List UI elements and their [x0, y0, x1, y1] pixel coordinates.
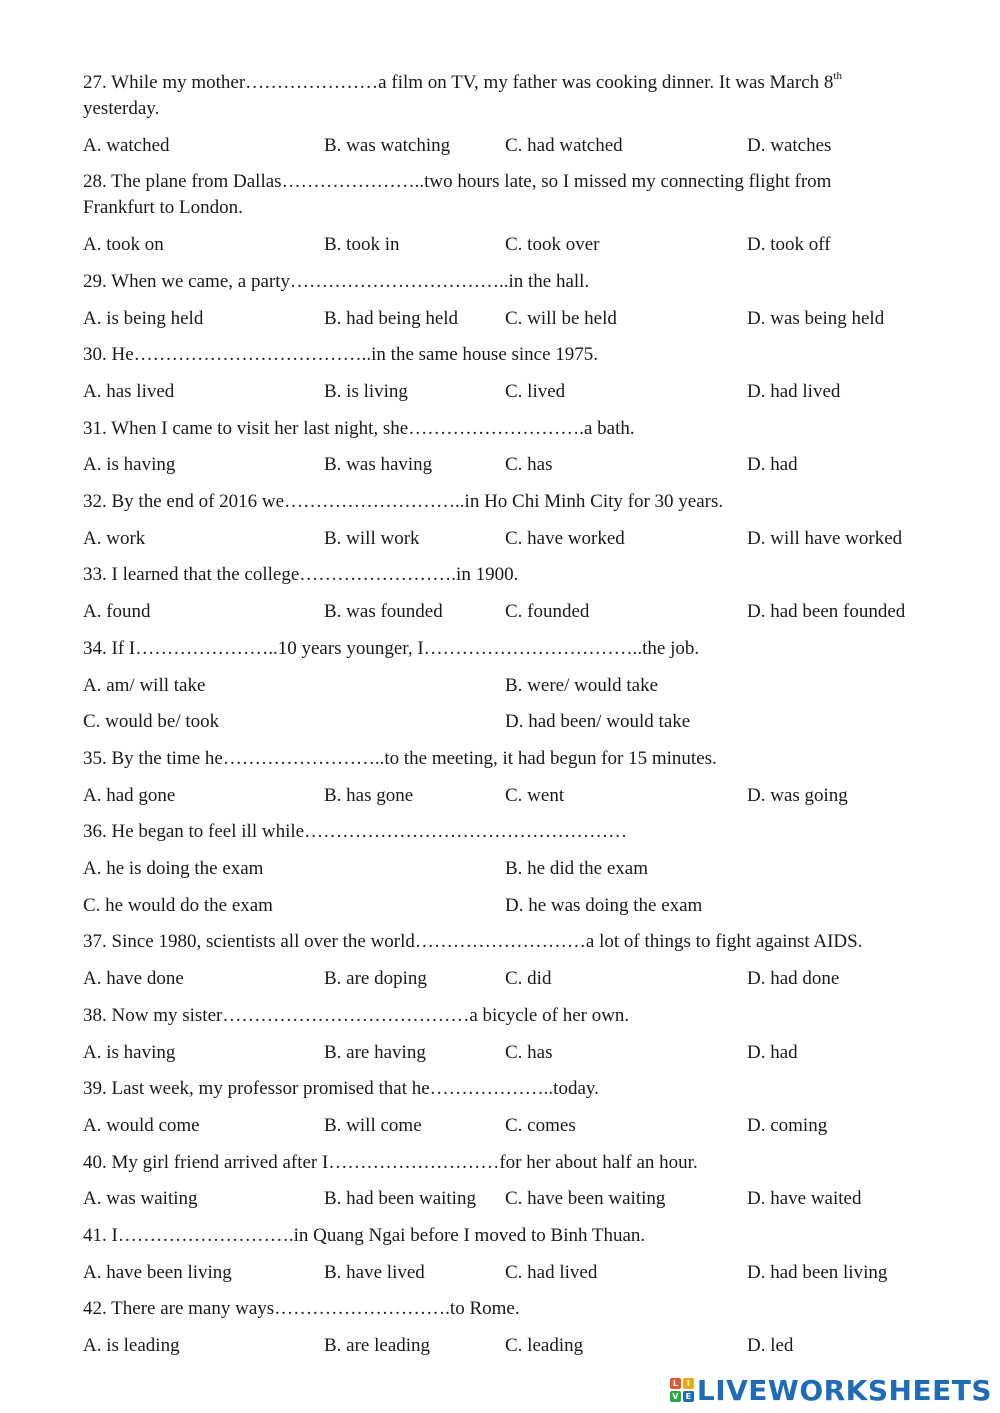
- option-b[interactable]: B. is living: [324, 380, 408, 402]
- question-text: 34. If I…………………..10 years younger, I……………………………..the job.: [83, 637, 700, 659]
- question-text: 41. I……………………….in Quang Ngai before I moved to Binh Thuan.: [83, 1225, 646, 1246]
- question-stem: [83, 638, 699, 660]
- question-text: 39. Last week, my professor promised that he………………..today.: [83, 1078, 599, 1100]
- option-b[interactable]: B. are having: [324, 1041, 426, 1063]
- option-a[interactable]: A. took on: [83, 234, 164, 256]
- question-stem: [83, 1078, 599, 1100]
- option-c[interactable]: C. has: [505, 454, 553, 476]
- option-d[interactable]: D. have waited: [747, 1188, 862, 1210]
- option-d[interactable]: D. had been/ would take: [505, 711, 691, 733]
- badge-letter: I: [683, 1378, 694, 1389]
- option-a[interactable]: A. am/ will take: [83, 674, 206, 696]
- question-text: 29. When we came, a party……………………………..in the hall.: [83, 270, 590, 292]
- option-d[interactable]: D. was going: [747, 784, 848, 806]
- question-text: 36. He began to feel ill while……………………………………………: [83, 821, 628, 843]
- question-text: 28. The plane from Dallas…………………..two hours late, so I missed my connecting flight from: [83, 171, 832, 193]
- option-a[interactable]: A. is having: [83, 1041, 176, 1063]
- option-b[interactable]: B. was having: [324, 454, 433, 476]
- option-a[interactable]: A. have done: [83, 968, 184, 990]
- question-stem: [83, 491, 723, 513]
- option-b[interactable]: B. took in: [324, 234, 400, 256]
- question-text-continued: Frankfurt to London.: [83, 197, 243, 219]
- option-b[interactable]: B. have lived: [324, 1261, 425, 1283]
- option-d[interactable]: D. led: [747, 1335, 794, 1357]
- question-text: 42. There are many ways……………………….to Rome.: [83, 1298, 520, 1320]
- option-c[interactable]: C. did: [505, 968, 552, 990]
- option-a[interactable]: A. work: [83, 527, 146, 549]
- option-d[interactable]: D. had been living: [747, 1261, 888, 1283]
- option-c[interactable]: C. went: [505, 784, 565, 806]
- option-d[interactable]: D. had been founded: [747, 601, 906, 623]
- question-stem: [83, 344, 598, 366]
- question-text: 27. While my mother…………………a film on TV, my father was cooking dinner. It was March 8: [83, 72, 834, 93]
- question-text: 31. When I came to visit her last night, she……………………….a bath.: [83, 417, 635, 439]
- question-text: 38. Now my sister…………………………………a bicycle of her own.: [83, 1004, 630, 1026]
- option-c[interactable]: C. founded: [505, 601, 590, 623]
- question-stem: [83, 1225, 645, 1247]
- option-d[interactable]: D. coming: [747, 1114, 828, 1136]
- option-b[interactable]: B. was founded: [324, 601, 443, 623]
- question-stem: [83, 1152, 698, 1174]
- option-a[interactable]: A. is being held: [83, 307, 204, 329]
- option-a[interactable]: A. has lived: [83, 380, 175, 402]
- option-d[interactable]: D. had lived: [747, 380, 841, 402]
- option-d[interactable]: D. had done: [747, 968, 840, 990]
- option-d[interactable]: D. was being held: [747, 307, 885, 329]
- option-a[interactable]: A. have been living: [83, 1261, 232, 1283]
- option-a[interactable]: A. was waiting: [83, 1188, 198, 1210]
- option-b[interactable]: B. will come: [324, 1114, 422, 1136]
- badge-letter: V: [670, 1391, 681, 1402]
- option-b[interactable]: B. he did the exam: [505, 858, 648, 879]
- question-stem: [83, 748, 717, 770]
- option-a[interactable]: A. watched: [83, 134, 170, 156]
- question-stem: [83, 1298, 520, 1320]
- option-c[interactable]: C. has: [505, 1041, 553, 1063]
- badge-letter: E: [683, 1391, 694, 1402]
- badge-letter: L: [670, 1378, 681, 1389]
- option-c[interactable]: C. have been waiting: [505, 1188, 666, 1210]
- question-text: 32. By the end of 2016 we………………………..in Ho Chi Minh City for 30 years.: [83, 491, 724, 512]
- option-a[interactable]: A. is having: [83, 454, 176, 476]
- question-stem: [83, 1005, 629, 1027]
- option-c[interactable]: C. would be/ took: [83, 711, 220, 733]
- superscript: th: [833, 70, 842, 82]
- question-text: 40. My girl friend arrived after I………………………for her about half an hour.: [83, 1151, 698, 1173]
- question-text: 30. He………………………………..in the same house since 1975.: [83, 344, 599, 366]
- question-stem: [83, 564, 518, 586]
- question-text: 37. Since 1980, scientists all over the world………………………a lot of things to fight against AIDS.: [83, 931, 863, 953]
- live-badge-icon: [670, 1378, 694, 1402]
- option-a[interactable]: A. would come: [83, 1114, 200, 1136]
- option-c[interactable]: C. had watched: [505, 134, 623, 156]
- option-c[interactable]: C. took over: [505, 234, 600, 256]
- question-stem: [83, 931, 862, 953]
- option-b[interactable]: B. had being held: [324, 307, 459, 329]
- option-b[interactable]: B. was watching: [324, 134, 451, 156]
- option-c[interactable]: C. will be held: [505, 307, 617, 329]
- question-stem: [83, 821, 627, 843]
- option-a[interactable]: A. had gone: [83, 784, 176, 806]
- question-stem: [83, 72, 842, 96]
- question-text: 35. By the time he……………………..to the meeting, it had begun for 15 minutes.: [83, 747, 717, 769]
- option-d[interactable]: D. had: [747, 454, 798, 476]
- option-b[interactable]: B. will work: [324, 527, 420, 549]
- question-text: 33. I learned that the college…………………….in 1900.: [83, 564, 519, 586]
- option-d[interactable]: D. he was doing the exam: [505, 894, 703, 916]
- option-b[interactable]: B. are leading: [324, 1335, 431, 1357]
- option-c[interactable]: C. lived: [505, 380, 566, 402]
- liveworksheets-logo[interactable]: [670, 1373, 992, 1407]
- option-d[interactable]: D. watches: [747, 134, 832, 156]
- brand-name: LIVEWORKSHEETS: [696, 1373, 992, 1407]
- option-c[interactable]: C. have worked: [505, 527, 625, 549]
- option-c[interactable]: C. comes: [505, 1114, 576, 1136]
- option-a[interactable]: A. is leading: [83, 1335, 180, 1357]
- option-c[interactable]: C. leading: [505, 1335, 584, 1357]
- option-a[interactable]: A. found: [83, 601, 151, 623]
- option-b[interactable]: B. are doping: [324, 968, 427, 990]
- option-d[interactable]: D. will have worked: [747, 527, 903, 549]
- option-d[interactable]: D. had: [747, 1041, 798, 1063]
- question-text-continued: yesterday.: [83, 98, 160, 119]
- option-b[interactable]: B. were/ would take: [505, 674, 659, 696]
- question-stem: [83, 271, 589, 293]
- option-d[interactable]: D. took off: [747, 234, 831, 256]
- option-a[interactable]: A. he is doing the exam: [83, 858, 264, 879]
- option-c[interactable]: C. had lived: [505, 1261, 598, 1283]
- option-b[interactable]: B. has gone: [324, 784, 414, 806]
- question-stem: [83, 418, 635, 440]
- option-b[interactable]: B. had been waiting: [324, 1188, 476, 1210]
- question-stem: [83, 171, 831, 193]
- option-c[interactable]: C. he would do the exam: [83, 894, 273, 916]
